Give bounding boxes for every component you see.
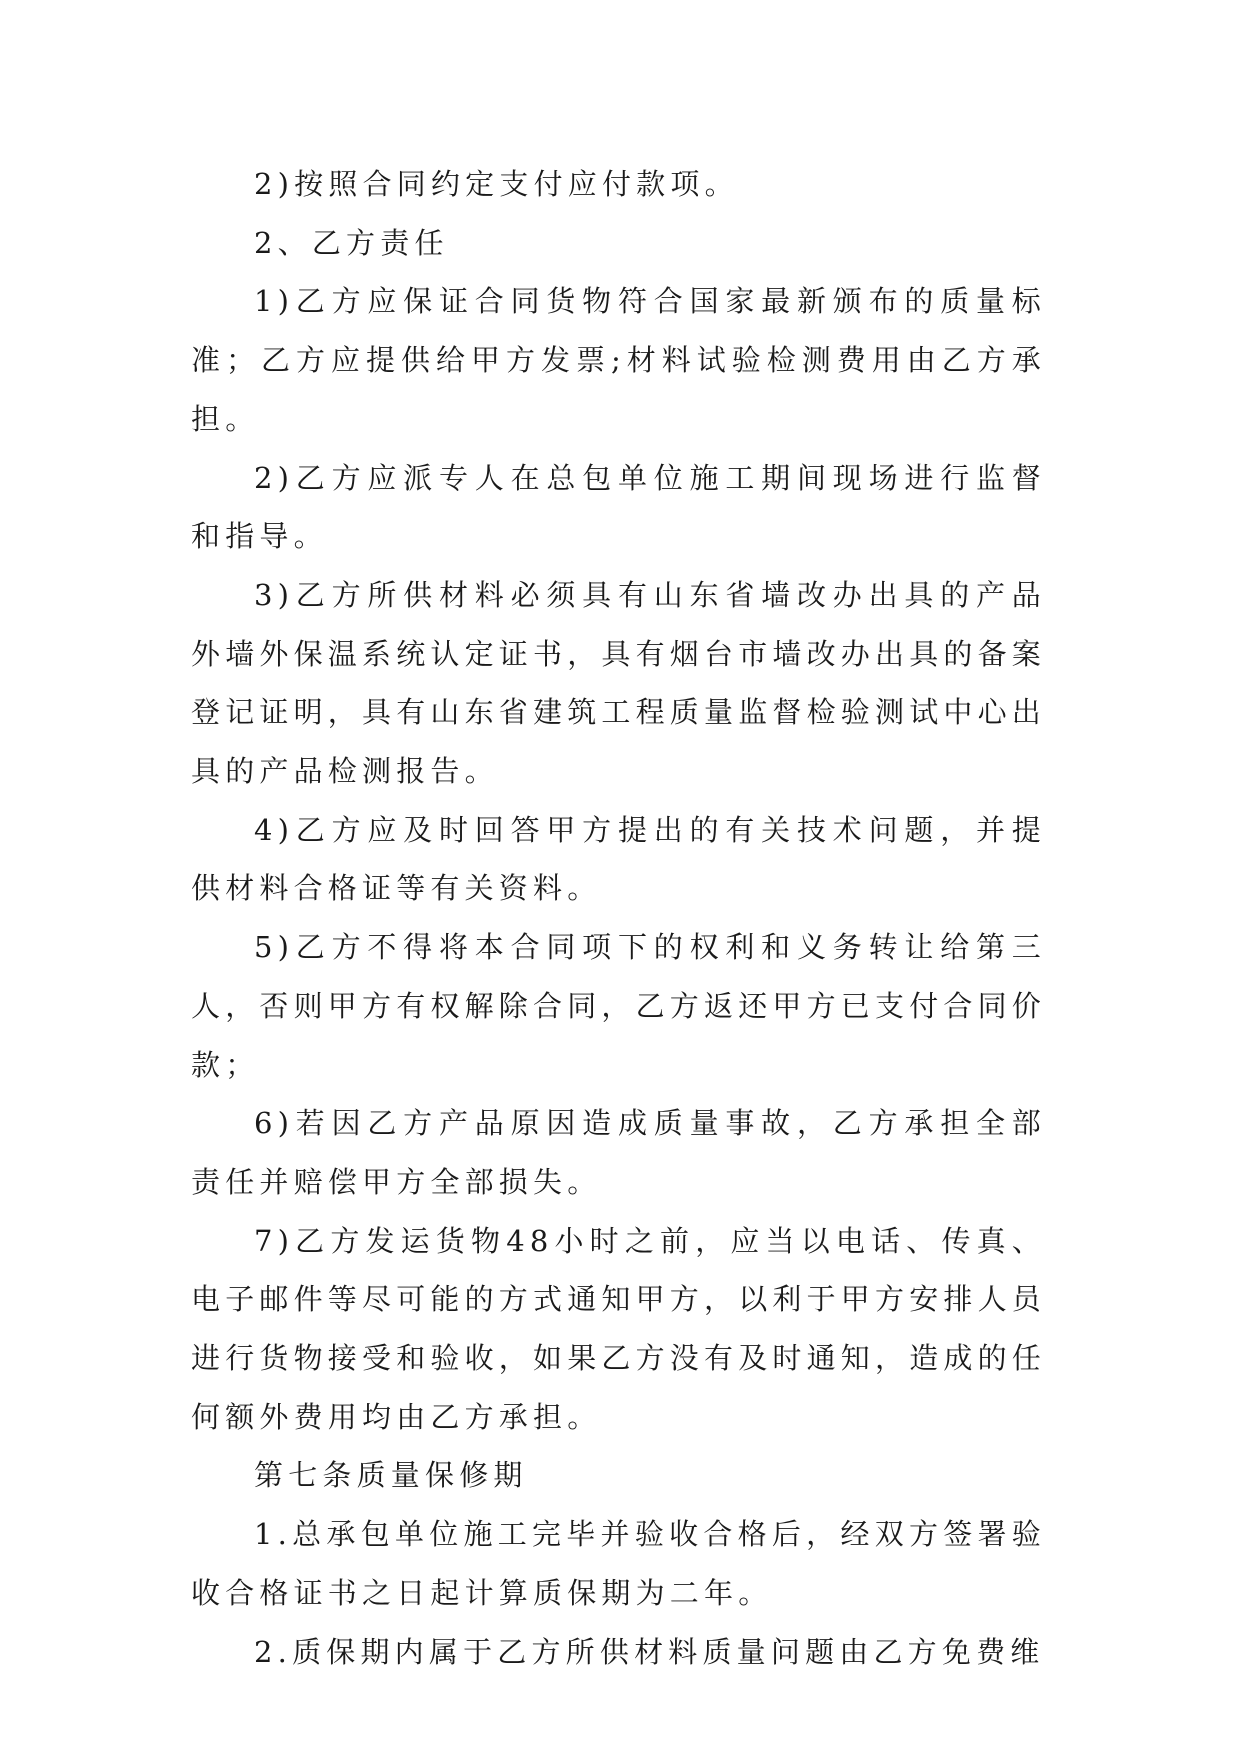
paragraph-certificates: 3)乙方所供材料必须具有山东省墙改办出具的产品外墙外保温系统认定证书，具有烟台市墙改办出具的备案登记证明，具有山东省建筑工程质量监督检验测试中心出具的产品检测报告。 xyxy=(191,577,1047,789)
article-heading-warranty-period: 第七条质量保修期 xyxy=(254,1458,528,1493)
paragraph-quality-standard: 1)乙方应保证合同货物符合国家最新颁布的质量标准；乙方应提供给甲方发票;材料试验检测费用由乙方承担。 xyxy=(191,284,1046,436)
paragraph-shipping-notice: 7)乙方发运货物48小时之前，应当以电话、传真、电子邮件等尽可能的方式通知甲方，以利于甲方安排人员进行货物接受和验收，如果乙方没有及时通知，造成的任何额外费用均由乙方承担。 xyxy=(191,1223,1047,1434)
section-heading-party-b-responsibility: 2、乙方责任 xyxy=(254,225,449,260)
paragraph-on-site-supervision: 2)乙方应派专人在总包单位施工期间现场进行监督和指导。 xyxy=(191,460,1046,554)
document-body xyxy=(191,155,1046,1681)
paragraph-warranty-term: 1.总承包单位施工完毕并验收合格后，经双方签署验收合格证书之日起计算质保期为二年。 xyxy=(191,1517,1046,1610)
paragraph-free-repair: 2.质保期内属于乙方所供材料质量问题由乙方免费维 xyxy=(254,1634,1045,1669)
paragraph-quality-accident: 6)若因乙方产品原因造成质量事故，乙方承担全部责任并赔偿甲方全部损失。 xyxy=(191,1106,1046,1199)
paragraph-payment-duty: 2)按照合同约定支付应付款项。 xyxy=(254,167,739,201)
paragraph-no-transfer: 5)乙方不得将本合同项下的权利和义务转让给第三人，否则甲方有权解除合同，乙方返还甲方已支付合同价款； xyxy=(191,930,1047,1082)
paragraph-technical-questions: 4)乙方应及时回答甲方提出的有关技术问题，并提供材料合格证等有关资料。 xyxy=(191,812,1046,906)
